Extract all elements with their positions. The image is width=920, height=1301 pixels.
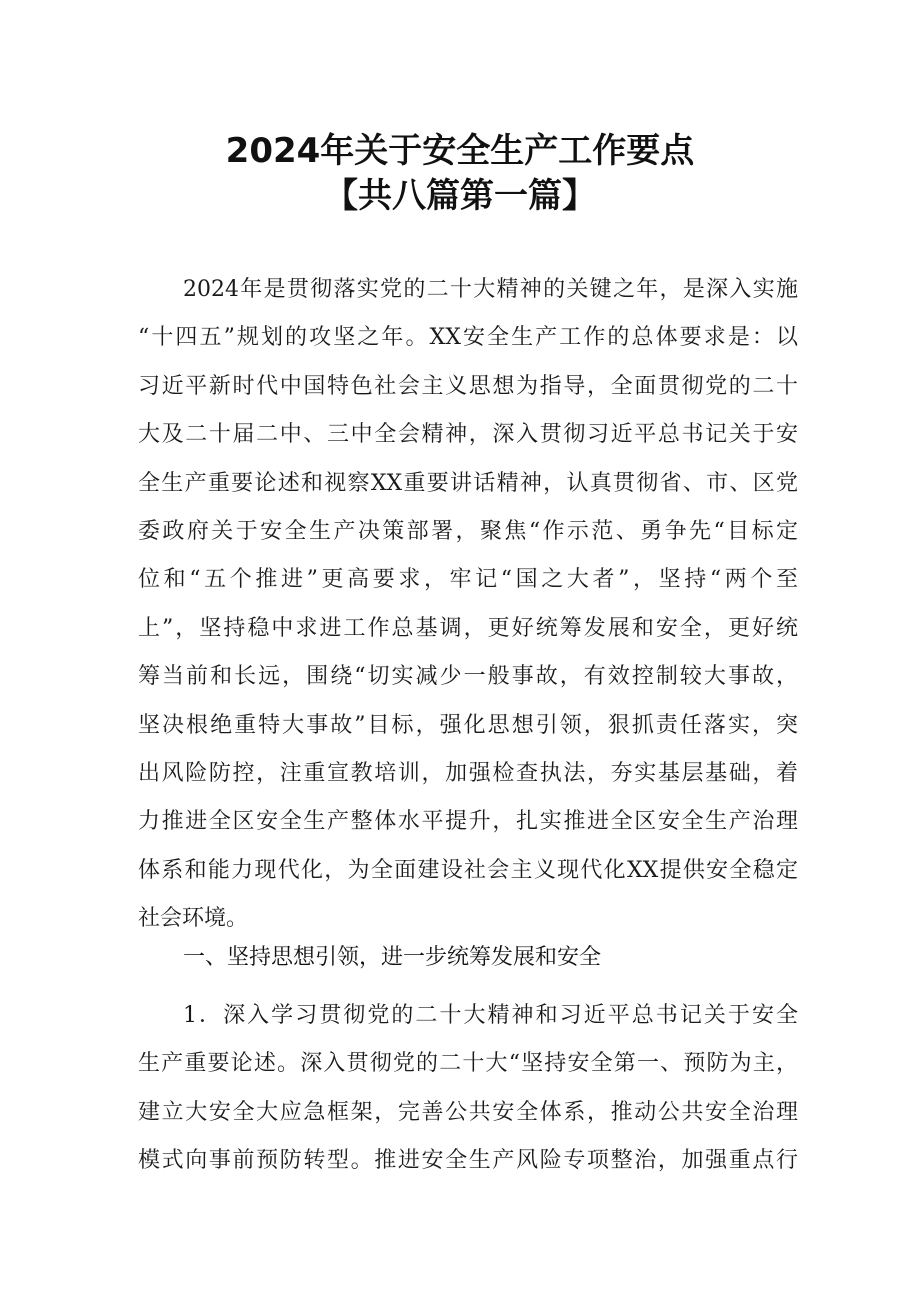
paragraph-line: 全生产重要论述和视察XX重要讲话精神，认真贯彻省、市、区党 <box>138 470 798 496</box>
intro-paragraph <box>138 266 798 943</box>
paragraph-line: 委政府关于安全生产决策部署，聚焦“作示范、勇争先“目标定 <box>138 518 798 544</box>
paragraph-line: 上”，坚持稳中求进工作总基调，更好统筹发展和安全，更好统 <box>138 615 798 641</box>
paragraph-line: 习近平新时代中国特色社会主义思想为指导，全面贯彻党的二十 <box>138 373 798 399</box>
paragraph-line: 体系和能力现代化，为全面建设社会主义现代化XX提供安全稳定 <box>138 857 798 883</box>
paragraph-line: 位和“五个推进”更高要求，牢记“国之大者”，坚持“两个至 <box>138 567 798 593</box>
paragraph-line: 筹当前和长远，围绕“切实减少一般事故，有效控制较大事故， <box>138 664 798 690</box>
paragraph-line: 生产重要论述。深入贯彻党的二十大“坚持安全第一、预防为主， <box>138 1051 798 1077</box>
paragraph-line: 1．深入学习贯彻党的二十大精神和习近平总书记关于安全 <box>183 1003 798 1028</box>
item-paragraph <box>138 992 798 1186</box>
paragraph-line: 社会环境。 <box>138 906 249 932</box>
paragraph-line: 坚决根绝重特大事故”目标，强化思想引领，狠抓责任落实，突 <box>138 712 798 738</box>
paragraph-line: 出风险防控，注重宣教培训，加强检查执法，夯实基层基础，着 <box>138 760 798 786</box>
paragraph-line: “十四五”规划的攻坚之年。XX安全生产工作的总体要求是：以 <box>138 325 798 351</box>
document-subtitle: 【共八篇第一篇】 <box>324 176 596 216</box>
paragraph-line: 2024年是贯彻落实党的二十大精神的关键之年，是深入实施 <box>183 277 798 302</box>
section-heading: 一、坚持思想引领，进一步统筹发展和安全 <box>183 945 602 970</box>
paragraph-line: 建立大安全大应急框架，完善公共安全体系，推动公共安全治理 <box>138 1099 798 1125</box>
paragraph-line: 力推进全区安全生产整体水平提升，扎实推进全区安全生产治理 <box>138 809 798 835</box>
paragraph-line: 大及二十届二中、三中全会精神，深入贯彻习近平总书记关于安 <box>138 422 798 448</box>
paragraph-line: 模式向事前预防转型。推进安全生产风险专项整治，加强重点行 <box>138 1148 798 1174</box>
document-title: 2024年关于安全生产工作要点 <box>225 131 695 171</box>
